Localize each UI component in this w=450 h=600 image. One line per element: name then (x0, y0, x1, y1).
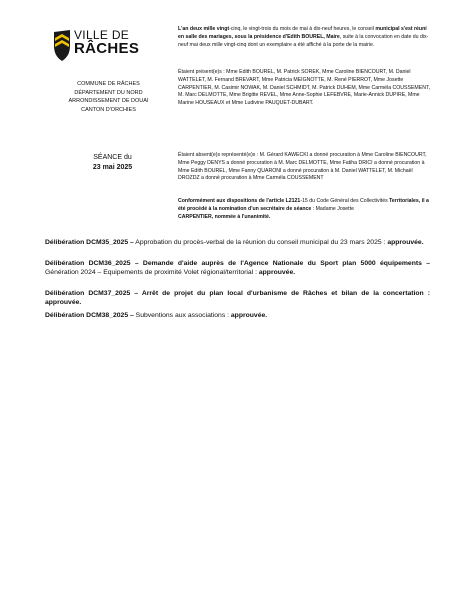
arrondissement: ARRONDISSEMENT DE DOUAI (68, 98, 149, 104)
deliberation-text: Approbation du procès-verbal de la réunion du conseil municipal du 23 mars 2025 : (133, 239, 386, 246)
territoriales-rest: : Madame Josette (311, 205, 354, 212)
seance-date: 23 mai 2025 (92, 163, 133, 171)
deliberation-result: approuvée. (258, 269, 296, 277)
intro-tail: , suite à la convocation en date du dix-neuf mai deux mille vingt-cinq dont un exemplaire a été affiché à la porte de la mairie. (178, 33, 429, 48)
presents-paragraph: Étaient présent(e)s : Mme Edith BOUREL, M. Patrick SOREK, Mme Caroline BIENCOURT, M. Daniel WATTELET, M. Fernand BREVART, Mme Patricia MEIGNOTTE, M. René PIERROT, Mme Josette CARPENTIER, M. Casimir NOWAK, M. Daniel SCHMIDT, M. Patrick DUHEM, Mme Carméla COUSSEMENT, M. Marc DELMOTTE, Mme Brigitte REVEL, Mme Anne-Sophie LEFEBVRE, Marie-Annick DUPIRE, Mme Marine HOUSEAUX et Mme Ludivine PAUQUET-DUBART. (178, 69, 430, 107)
commune-name: COMMUNE DE RÂCHES (77, 81, 140, 87)
conformement-bold: Conformément aux dispositions de l'article L2121 (178, 198, 301, 204)
deliberation-text: Génération 2024 – Equipements de proximité Volet régional/territorial : (45, 269, 259, 277)
logo-wordmark (74, 29, 139, 56)
seance-block (60, 153, 165, 172)
departement: DÉPARTEMENT DU NORD (74, 89, 143, 96)
deliberation-ref: Délibération DCM35_2025 – (45, 239, 134, 246)
conformement-rest: -15 du Code Général des Collectivités (300, 198, 388, 204)
territoriales-bold: Territoriales, il a été procédé à la nomination d'un secrétaire de séance (178, 198, 429, 212)
intro-bold: L'an deux mille vingt (178, 26, 230, 32)
intro-rest: -cinq, le vingt-trois du mois de mai à dix-neuf heures, le conseil (229, 26, 374, 32)
deliberation-item (45, 259, 430, 277)
intro-bold2: municipal s'est réuni en salle des mariages, sous la présidence d'Edith BOUREL, Maire (178, 26, 427, 40)
deliberation-result: approuvée. (45, 299, 82, 307)
deliberation-item (45, 289, 430, 307)
deliberation-text: Subventions aux associations : (133, 312, 231, 319)
deliberation-ref: Délibération DCM36_2025 – Demande d'aide auprès de l'Agence Nationale du Sport plan 5000 équipements – (45, 260, 430, 267)
deliberation-ref: Délibération DCM38_2025 – (45, 312, 134, 319)
carpentier-bold: CARPENTIER, nommée à l'unanimité. (178, 213, 271, 220)
intro-paragraph (178, 26, 430, 49)
canton: CANTON D'ORCHIES (81, 106, 136, 113)
absents-paragraph: Étaient absent(e)s représenté(e)s : M. Gérard KAWECKI a donné procuration à Mme Caroline BIENCOURT, Mme Peggy DENYS a donné procuration à M. Marc DELMOTTE, Mme Fatiha DRICI a donné procuration à Mme Edith BOUREL, Mme Fanny QUARONI a donné procuration à M. Daniel WATTELET, M. Michaël DROZDZ a donné procuration à Mme Carméla COUSSEMENT (178, 152, 427, 182)
commune-block (56, 80, 161, 114)
deliberation-item (45, 311, 430, 320)
logo-line2: RÂCHES (74, 40, 140, 57)
deliberation-item (45, 238, 430, 247)
logo-line1: VILLE DE (74, 28, 130, 42)
seance-label: SÉANCE du (93, 154, 132, 161)
deliberation-result: approuvée. (387, 239, 424, 246)
deliberation-ref: Délibération DCM37_2025 – Arrêt de projet du plan local d'urbanisme de Râches et bilan de la concertation : (45, 290, 430, 297)
deliberation-result: approuvée. (230, 312, 268, 319)
secretary-paragraph (178, 198, 430, 221)
